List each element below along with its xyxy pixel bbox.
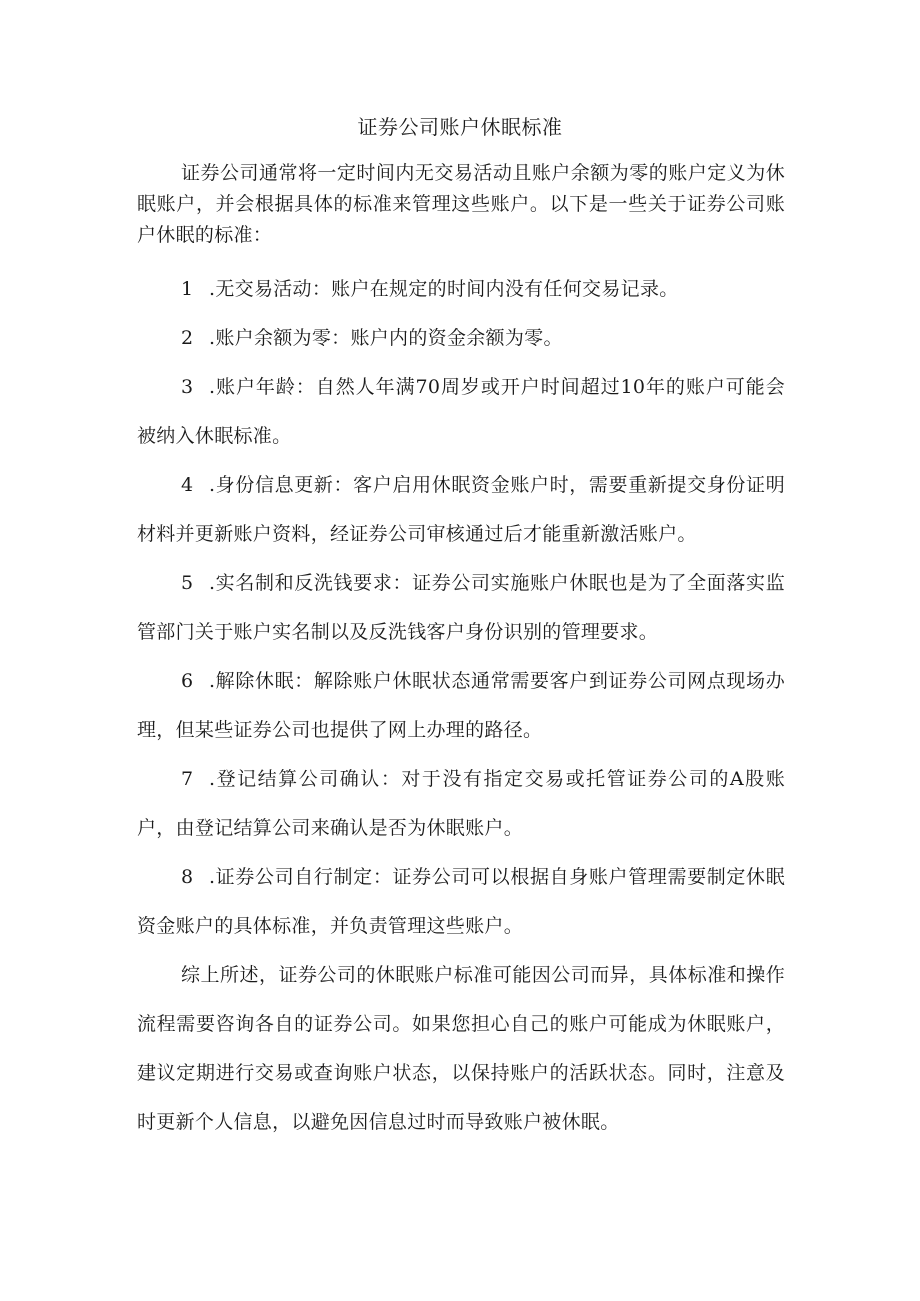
item-text: .解除休眠：解除账户休眠状态通常需要客户到证券公司网点现场办理，但某些证券公司也提供了网上办理的路径。 xyxy=(137,670,785,741)
list-item xyxy=(137,657,785,755)
item-text: .实名制和反洗钱要求：证券公司实施账户休眠也是为了全面落实监管部门关于账户实名制以及反洗钱客户身份识别的管理要求。 xyxy=(137,572,785,643)
item-number: 3 xyxy=(181,376,194,398)
list-item xyxy=(137,461,785,559)
item-number: 1 xyxy=(181,278,194,300)
item-text: .账户余额为零：账户内的资金余额为零。 xyxy=(209,327,563,349)
summary-paragraph: 综上所述，证券公司的休眠账户标准可能因公司而异，具体标准和操作流程需要咨询各自的证券公司。如果您担心自己的账户可能成为休眠账户，建议定期进行交易或查询账户状态，以保持账户的活跃状态。同时，注意及时更新个人信息，以避免因信息过时而导致账户被休眠。 xyxy=(137,964,785,1133)
document-title: 证券公司账户休眠标准 xyxy=(357,115,563,139)
item-text: .登记结算公司确认：对于没有指定交易或托管证券公司的A股账户，由登记结算公司来确认是否为休眠账户。 xyxy=(137,768,785,839)
list-item xyxy=(137,314,785,363)
intro-paragraph: 证券公司通常将一定时间内无交易活动且账户余额为零的账户定义为休眠账户，并会根据具体的标准来管理这些账户。以下是一些关于证券公司账户休眠的标准： xyxy=(137,162,785,246)
list-item xyxy=(137,755,785,853)
item-number: 2 xyxy=(181,327,194,349)
item-text: .无交易活动：账户在规定的时间内没有任何交易记录。 xyxy=(209,278,679,300)
list-item xyxy=(137,363,785,461)
item-text: .证券公司自行制定：证券公司可以根据自身账户管理需要制定休眠资金账户的具体标准，并负责管理这些账户。 xyxy=(137,866,785,937)
item-number: 6 xyxy=(181,670,194,692)
document-body xyxy=(137,158,785,1147)
item-number: 7 xyxy=(181,768,194,790)
list-item xyxy=(137,559,785,657)
item-text: .账户年龄：自然人年满70周岁或开户时间超过10年的账户可能会被纳入休眠标准。 xyxy=(137,376,785,447)
list-item xyxy=(137,265,785,314)
item-number: 4 xyxy=(181,474,194,496)
item-number: 8 xyxy=(181,866,194,888)
item-text: .身份信息更新：客户启用休眠资金账户时，需要重新提交身份证明材料并更新账户资料，经证券公司审核通过后才能重新激活账户。 xyxy=(137,474,785,545)
list-item xyxy=(137,853,785,951)
item-number: 5 xyxy=(181,572,194,594)
